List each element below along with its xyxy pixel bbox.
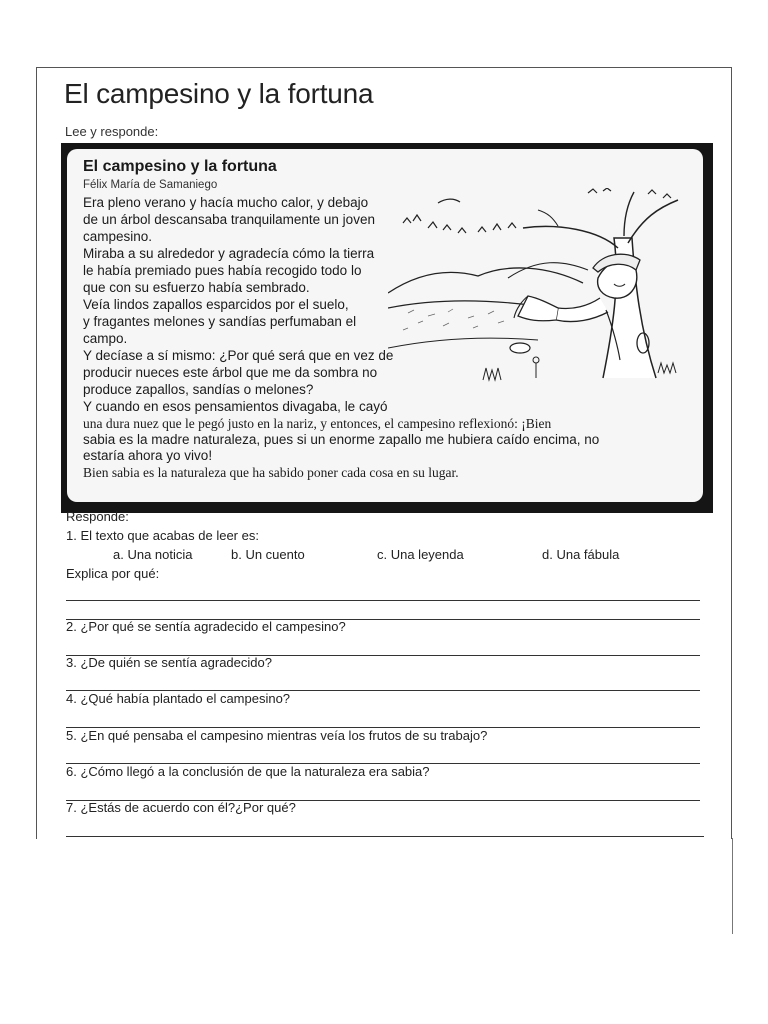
story-line: Veía lindos zapallos esparcidos por el suelo, (83, 297, 349, 312)
question-5: 5. ¿En qué pensaba el campesino mientras veía los frutos de su trabajo? (66, 728, 488, 743)
respond-heading: Responde: (66, 509, 129, 524)
story-line: produce zapallos, sandías o melones? (83, 382, 314, 397)
answer-line[interactable] (66, 619, 700, 620)
question-4: 4. ¿Qué había plantado el campesino? (66, 691, 291, 706)
farmer-under-tree-illustration (388, 188, 688, 388)
story-line: estaría ahora yo vivo! (83, 448, 213, 463)
answer-line[interactable] (66, 836, 704, 837)
story-line: y fragantes melones y sandías perfumaban el (83, 314, 357, 329)
story-line: una dura nuez que le pegó justo en la nariz, y entonces, el campesino reflexionó: ¡Bien (83, 416, 552, 431)
story-title: El campesino y la fortuna (83, 158, 277, 175)
explain-prompt: Explica por qué: (66, 566, 160, 581)
story-line: le había premiado pues había recogido todo lo (83, 263, 362, 278)
story-line: producir nueces este árbol que me da sombra no (83, 365, 378, 380)
story-line: Y cuando en esos pensamientos divagaba, le cayó (83, 399, 388, 414)
story-line: Miraba a su alrededor y agradecía cómo la tierra (83, 246, 375, 261)
question-1: 1. El texto que acabas de leer es: (66, 528, 259, 543)
story-line: campo. (83, 331, 128, 346)
option-c[interactable]: c. Una leyenda (377, 547, 464, 562)
question-7: 7. ¿Estás de acuerdo con él?¿Por qué? (66, 800, 296, 815)
story-line: Y decíase a sí mismo: ¿Por qué será que en vez de (83, 348, 394, 363)
question-2: 2. ¿Por qué se sentía agradecido el campesino? (66, 619, 346, 634)
story-line: sabia es la madre naturaleza, pues si un enorme zapallo me hubiera caído encima, no (83, 432, 600, 447)
question-3: 3. ¿De quién se sentía agradecido? (66, 655, 272, 670)
option-d[interactable]: d. Una fábula (542, 547, 620, 562)
story-line: de un árbol descansaba tranquilamente un joven (83, 212, 375, 227)
story-line: campesino. (83, 229, 153, 244)
option-b[interactable]: b. Un cuento (231, 547, 305, 562)
instruction-text: Lee y responde: (65, 124, 159, 139)
story-line: Era pleno verano y hacía mucho calor, y debajo (83, 195, 369, 210)
page-title: El campesino y la fortuna (64, 78, 374, 109)
option-a[interactable]: a. Una noticia (113, 547, 193, 562)
story-author: Félix María de Samaniego (83, 179, 218, 191)
answer-line[interactable] (66, 600, 700, 601)
frame-edge-line (732, 838, 733, 934)
question-6: 6. ¿Cómo llegó a la conclusión de que la naturaleza era sabia? (66, 764, 430, 779)
story-line: Bien sabia es la naturaleza que ha sabido poner cada cosa en su lugar. (83, 465, 459, 480)
story-line: que con su esfuerzo había sembrado. (83, 280, 310, 295)
